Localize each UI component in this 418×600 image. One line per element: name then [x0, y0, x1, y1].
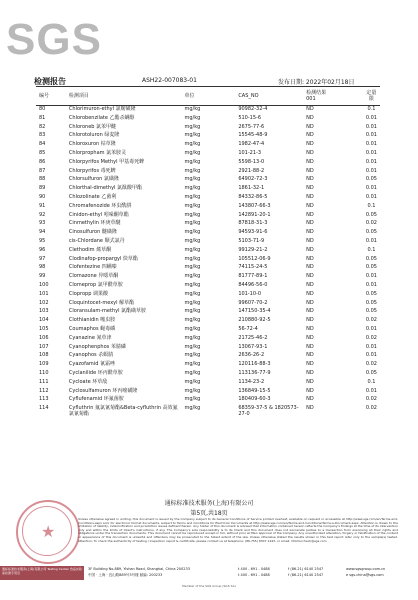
cell-unit: mg/kg — [184, 229, 201, 236]
cell-unit: mg/kg — [184, 149, 201, 156]
cell-result: ND — [306, 132, 314, 139]
table-row — [36, 132, 380, 141]
table-row — [36, 247, 380, 256]
cell-result: ND — [306, 405, 314, 412]
cell-unit: mg/kg — [184, 281, 201, 288]
cell-item: Clodinafop-propargyl 炔草酯 — [68, 255, 138, 262]
table-row — [36, 176, 380, 185]
cell-loq: 0.01 — [365, 387, 377, 394]
cell-item: Cinidon-ethyl 吲哚酮草酯 — [68, 211, 129, 218]
cell-result: ND — [306, 106, 314, 112]
fax-2: f (86-21) 6140 2547 — [288, 573, 324, 577]
telephone-1: t 400 - 691 - 0488 — [238, 567, 270, 571]
col-header-loq: 定量限 — [363, 87, 380, 106]
cell-loq: 0.01 — [365, 185, 377, 192]
cell-no: 91 — [39, 202, 46, 209]
table-row — [36, 396, 380, 405]
cell-item: Chromafenozide 环虫酰肼 — [68, 202, 132, 209]
cell-item: Cloquintocet-mexyl 解草酯 — [68, 299, 135, 306]
table-row — [36, 115, 380, 124]
cell-loq: 0.05 — [365, 290, 377, 297]
cell-item: Clethodim 烯草酮 — [68, 246, 112, 253]
cell-result: ND — [306, 149, 314, 156]
cell-unit: mg/kg — [184, 123, 201, 130]
cell-loq: 0.01 — [365, 193, 377, 200]
cell-item: Chlorobenzilate 乙酯杀螨醇 — [68, 114, 135, 121]
cell-no: 90 — [39, 193, 46, 200]
cell-loq: 0.01 — [365, 114, 377, 121]
cell-loq: 0.05 — [365, 229, 377, 236]
cell-unit: mg/kg — [184, 361, 201, 368]
disclaimer-text: Unless otherwise agreed in writing, this document is issued by the Company subject to its General Conditions of Service printed overleaf, available on request or accessible at http://www.sgs.com/en/Terms-and-Conditions.aspx and, for electronic format documents, subject to Terms and Conditions for Electronic Documents at http://www.sgs.com/en/Terms-and-Conditions/Terms-e-Document.aspx. Attention is drawn to the limitation of liability, indemnification and jurisdiction issues defined therein. Any holder of this document is advised that information contained hereon reflects the Company's findings at the time of its intervention only and within the limits of Client's instructions, if any. The Company's sole responsibility is to its Client and this document does not exonerate parties to a transaction from exercising all their rights and obligations under the transaction documents. This document cannot be reproduced except in full, without prior written approval of the Company. Any unauthorized alteration, forgery or falsification of the content or appearance of this document is unlawful and offenders may be prosecuted to the fullest extent of the law. Unless otherwise stated the results shown in this test report refer only to the sample(s) tested. Attention: To check the authenticity of testing / inspection report & certificate, please contact us at telephone: (86-755) 8307 1443, or email: CN.Doccheck@sgs.com — [78, 518, 398, 543]
report-number: ASH22-007083-01 — [142, 77, 197, 84]
cell-no: 97 — [39, 255, 46, 262]
table-row — [36, 229, 380, 238]
cell-cas: 1134-23-2 — [238, 378, 265, 385]
cell-loq: 0.01 — [365, 132, 377, 139]
cell-result: ND — [306, 352, 314, 359]
cell-loq: 0.02 — [365, 361, 377, 368]
cell-unit: mg/kg — [184, 211, 201, 218]
col-header-cas: CAS_NO — [235, 87, 303, 106]
cell-cas: 94593-91-6 — [238, 229, 268, 236]
cell-cas: 64902-72-3 — [238, 176, 268, 183]
cell-no: 109 — [39, 361, 49, 368]
cell-cas: 510-15-6 — [238, 114, 262, 121]
table-row — [36, 220, 380, 229]
cell-cas: 147150-35-4 — [238, 308, 271, 315]
cell-no: 99 — [39, 273, 46, 280]
cell-item: Cyanophenphos 苯腈磷 — [68, 343, 126, 350]
cell-item: Cyanophos 杀螟腈 — [68, 352, 114, 359]
footer-company: 通标标准技术服务(上海)有限公司 — [164, 500, 254, 507]
cell-result: ND — [306, 273, 314, 280]
cell-no: 96 — [39, 246, 46, 253]
table-row — [36, 405, 380, 417]
cell-item: Cyflufenamid 环氟菌胺 — [68, 396, 124, 403]
fax-1: f (86-21) 6140 2547 — [288, 567, 324, 571]
cell-result: ND — [306, 167, 314, 174]
cell-loq: 0.01 — [365, 141, 377, 148]
cell-no: 87 — [39, 167, 46, 174]
cell-loq: 0.01 — [365, 123, 377, 130]
table-row — [36, 282, 380, 291]
cell-result: ND — [306, 396, 314, 403]
cell-result: ND — [306, 193, 314, 200]
cell-no: 89 — [39, 185, 46, 192]
cell-result: ND — [306, 176, 314, 183]
cell-cas: 210880-92-5 — [238, 317, 271, 324]
cell-loq: 0.05 — [365, 176, 377, 183]
table-row — [36, 388, 380, 397]
email-link[interactable]: e sgs.china@sgs.com — [346, 573, 384, 577]
cell-item: Clofentezine 四螨嗪 — [68, 264, 117, 271]
cell-loq: 0.02 — [365, 317, 377, 324]
cell-unit: mg/kg — [184, 220, 201, 227]
cell-item: Cyfluthrin 氟氯氰菊酯&Beta-cyfluthrin 高效氟氯氰菊酯 — [68, 405, 178, 418]
cell-no: 110 — [39, 369, 49, 376]
cell-result: ND — [306, 290, 314, 297]
cell-unit: mg/kg — [184, 193, 201, 200]
cell-no: 105 — [39, 325, 49, 332]
cell-loq: 0.01 — [365, 352, 377, 359]
cell-result: ND — [306, 281, 314, 288]
cell-no: 88 — [39, 176, 46, 183]
table-row — [36, 141, 380, 150]
cell-item: Cyclosulfamuron 环丙嘧磺隆 — [68, 387, 138, 394]
table-row — [36, 291, 380, 300]
table-row — [36, 185, 380, 194]
cell-unit: mg/kg — [184, 343, 201, 350]
cell-result: ND — [306, 114, 314, 121]
cell-item: Cyclanilide 环丙酰草胺 — [68, 369, 123, 376]
cell-loq: 0.02 — [365, 334, 377, 341]
cell-item: Chlozolinate 乙菌利 — [68, 193, 117, 200]
cell-cas: 120116-88-3 — [238, 361, 271, 368]
cell-cas: 105512-06-9 — [238, 255, 271, 262]
cell-no: 83 — [39, 132, 46, 139]
cell-item: Chlorotoluron 绿麦隆 — [68, 132, 120, 139]
cell-unit: mg/kg — [184, 273, 201, 280]
cell-result: ND — [306, 308, 314, 315]
table-row — [36, 238, 380, 247]
cell-item: Cloransulam-methyl 氯酯磺草胺 — [68, 308, 147, 315]
table-row — [36, 273, 380, 282]
cell-no: 111 — [39, 378, 49, 385]
cell-no: 112 — [39, 387, 49, 394]
cell-no: 100 — [39, 281, 49, 288]
cell-unit: mg/kg — [184, 396, 201, 403]
cell-unit: mg/kg — [184, 405, 201, 412]
cell-no: 81 — [39, 114, 46, 121]
page-number: 第5页,共18页 — [190, 510, 228, 517]
cell-loq: 0.05 — [365, 308, 377, 315]
cell-cas: 1861-32-1 — [238, 185, 265, 192]
issue-date: 发布日期: 2022年02月18日 — [278, 79, 355, 86]
cell-cas: 5103-71-9 — [238, 237, 265, 244]
cell-item: Chlorpyrifos Methyl 甲基毒死蜱 — [68, 158, 145, 165]
table-row — [36, 106, 380, 115]
cell-unit: mg/kg — [184, 264, 201, 271]
cell-unit: mg/kg — [184, 325, 201, 332]
table-row — [36, 194, 380, 203]
report-title: 检测报告 — [34, 77, 66, 86]
table-row — [36, 300, 380, 309]
address-en: 3F Building No.889, Yishan Road, Shanghai, China 200233 — [88, 567, 190, 571]
cell-loq: 0.01 — [365, 158, 377, 165]
cell-unit: mg/kg — [184, 308, 201, 315]
cell-loq: 0.1 — [367, 378, 376, 385]
cell-result: ND — [306, 237, 314, 244]
cell-item: Chloroneb 氯苯甲醚 — [68, 123, 117, 130]
cell-loq: 0.1 — [367, 106, 376, 112]
cell-result: ND — [306, 246, 314, 253]
cell-no: 103 — [39, 308, 49, 315]
cell-cas: 15545-48-9 — [238, 132, 268, 139]
cell-unit: mg/kg — [184, 185, 201, 192]
cell-unit: mg/kg — [184, 290, 201, 297]
cell-result: ND — [306, 255, 314, 262]
cell-cas: 2921-88-2 — [238, 167, 265, 174]
cell-result: ND — [306, 264, 314, 271]
cell-cas: 84332-86-5 — [238, 193, 268, 200]
cell-loq: 0.05 — [365, 264, 377, 271]
cell-loq: 0.02 — [365, 405, 377, 412]
cell-result: ND — [306, 123, 314, 130]
stamp-strip: 通标标准技术服务(上海)有限公司 Testing Center 食品实验室检测专用章 — [0, 566, 84, 580]
cell-cas: 99129-21-2 — [238, 246, 268, 253]
cell-result: ND — [306, 220, 314, 227]
col-header-item: 检测项目 — [66, 87, 182, 106]
sgs-logo: SGS — [6, 15, 102, 64]
cell-unit: mg/kg — [184, 352, 201, 359]
cell-unit: mg/kg — [184, 114, 201, 121]
cell-cas: 143807-66-3 — [238, 202, 271, 209]
cell-result: ND — [306, 378, 314, 385]
cell-no: 80 — [39, 106, 46, 112]
cell-item: Cyanazine 氰草津 — [68, 334, 112, 341]
cell-unit: mg/kg — [184, 387, 201, 394]
cell-item: cis-Chlordane 顺式氯丹 — [68, 237, 125, 244]
cell-no: 93 — [39, 220, 46, 227]
cell-unit: mg/kg — [184, 237, 201, 244]
cell-loq: 0.01 — [365, 237, 377, 244]
cell-no: 104 — [39, 317, 49, 324]
table-row — [36, 159, 380, 168]
table-row — [36, 379, 380, 388]
cell-no: 85 — [39, 149, 46, 156]
cell-result: ND — [306, 141, 314, 148]
cell-loq: 0.1 — [367, 246, 376, 253]
table-header-row — [36, 87, 380, 106]
cell-item: Clopropp 调果酸 — [68, 290, 108, 297]
cell-no: 106 — [39, 334, 49, 341]
table-row — [36, 361, 380, 370]
website-link[interactable]: www.sgsgroup.com.cn — [346, 567, 386, 571]
cell-cas: 136849-15-5 — [238, 387, 271, 394]
cell-loq: 0.01 — [365, 325, 377, 332]
cell-result: ND — [306, 361, 314, 368]
cell-no: 84 — [39, 141, 46, 148]
cell-item: Cinmethylin 环庚草醚 — [68, 220, 121, 227]
cell-result: ND — [306, 211, 314, 218]
cell-no: 114 — [39, 405, 49, 412]
table-row — [36, 370, 380, 379]
cell-item: Clothianidin 噻虫胺 — [68, 317, 116, 324]
table-row — [36, 344, 380, 353]
cell-unit: mg/kg — [184, 106, 201, 112]
cell-result: ND — [306, 387, 314, 394]
cell-item: Clomazone 异噁草酮 — [68, 273, 119, 280]
cell-loq: 0.05 — [365, 255, 377, 262]
table-row — [36, 150, 380, 159]
cell-result: ND — [306, 343, 314, 350]
cell-cas: 1982-47-4 — [238, 141, 265, 148]
cell-cas: 68359-37-5 & 1820573-27-0 — [238, 405, 299, 418]
cell-unit: mg/kg — [184, 176, 201, 183]
cell-item: Chlorpropham 氯苯胺灵 — [68, 149, 127, 156]
cell-cas: 84496-56-0 — [238, 281, 268, 288]
cell-cas: 74115-24-5 — [238, 264, 268, 271]
cell-unit: mg/kg — [184, 317, 201, 324]
telephone-2: t 400 - 691 - 0488 — [238, 573, 270, 577]
cell-result: ND — [306, 317, 314, 324]
cell-loq: 0.05 — [365, 369, 377, 376]
address-bar — [0, 566, 418, 580]
cell-item: Clomeprop 氯甲酰草胺 — [68, 281, 123, 288]
cell-loq: 0.02 — [365, 220, 377, 227]
cell-loq: 0.05 — [365, 299, 377, 306]
col-header-result: 检测结果 001 — [303, 87, 363, 106]
cell-unit: mg/kg — [184, 158, 201, 165]
table-row — [36, 264, 380, 273]
cell-unit: mg/kg — [184, 141, 201, 148]
cell-result: ND — [306, 185, 314, 192]
table-row — [36, 352, 380, 361]
table-row — [36, 308, 380, 317]
cell-item: Chlorimuron-ethyl 氯嘧磺隆 — [68, 106, 136, 112]
cell-cas: 180409-60-3 — [238, 396, 271, 403]
results-table — [36, 86, 380, 417]
cell-cas: 142891-20-1 — [238, 211, 271, 218]
cell-result: ND — [306, 229, 314, 236]
cell-result: ND — [306, 299, 314, 306]
table-row — [36, 326, 380, 335]
cell-item: Cycloate 环草敌 — [68, 378, 108, 385]
table-body — [36, 106, 380, 418]
cell-no: 108 — [39, 352, 49, 359]
table-row — [36, 317, 380, 326]
cell-unit: mg/kg — [184, 167, 201, 174]
cell-item: Cyazofamid 氰霜唑 — [68, 361, 115, 368]
cell-no: 101 — [39, 290, 49, 297]
cell-no: 113 — [39, 396, 49, 403]
address-cn: 中国 · 上海 · 宜山路889号3号楼 邮编: 200233 — [88, 573, 163, 577]
cell-cas: 81777-89-1 — [238, 273, 268, 280]
cell-loq: 0.01 — [365, 281, 377, 288]
cell-cas: 101-10-0 — [238, 290, 262, 297]
cell-cas: 2675-77-6 — [238, 123, 265, 130]
cell-item: Cinosulfuron 醚磺隆 — [68, 229, 117, 236]
cell-loq: 0.01 — [365, 273, 377, 280]
cell-loq: 0.01 — [365, 167, 377, 174]
cell-no: 107 — [39, 343, 49, 350]
cell-cas: 99607-70-2 — [238, 299, 268, 306]
cell-item: Chlorthal-dimethyl 氯酞酸甲酯 — [68, 185, 143, 192]
cell-unit: mg/kg — [184, 378, 201, 385]
cell-no: 92 — [39, 211, 46, 218]
cell-cas: 90982-32-4 — [238, 106, 268, 112]
cell-cas: 21725-46-2 — [238, 334, 268, 341]
cell-no: 102 — [39, 299, 49, 306]
cell-unit: mg/kg — [184, 202, 201, 209]
cell-cas: 56-72-4 — [238, 325, 258, 332]
cell-unit: mg/kg — [184, 334, 201, 341]
cell-loq: 0.05 — [365, 211, 377, 218]
cell-item: Chloroxuron 枯草隆 — [68, 141, 116, 148]
cell-no: 86 — [39, 158, 46, 165]
seal-star-icon: ★ — [41, 522, 56, 541]
cell-item: Coumaphos 蝇毒磷 — [68, 325, 116, 332]
cell-loq: 0.01 — [365, 343, 377, 350]
cell-result: ND — [306, 369, 314, 376]
cell-cas: 13067-93-1 — [238, 343, 268, 350]
table-row — [36, 203, 380, 212]
cell-unit: mg/kg — [184, 299, 201, 306]
cell-unit: mg/kg — [184, 255, 201, 262]
cell-cas: 87818-31-3 — [238, 220, 268, 227]
cell-loq: 0.02 — [365, 396, 377, 403]
cell-cas: 2636-26-2 — [238, 352, 265, 359]
member-note: Member of the SGS Group (SGS SA) — [182, 584, 236, 588]
cell-result: ND — [306, 325, 314, 332]
cell-cas: 5598-13-0 — [238, 158, 265, 165]
cell-no: 82 — [39, 123, 46, 130]
cell-no: 94 — [39, 229, 46, 236]
cell-unit: mg/kg — [184, 132, 201, 139]
cell-unit: mg/kg — [184, 246, 201, 253]
cell-result: ND — [306, 202, 314, 209]
cell-result: ND — [306, 334, 314, 341]
cell-result: ND — [306, 158, 314, 165]
cell-unit: mg/kg — [184, 369, 201, 376]
cell-no: 98 — [39, 264, 46, 271]
cell-item: Chlorpyrifos 毒死蜱 — [68, 167, 116, 174]
col-header-no: 编号 — [36, 87, 66, 106]
cell-loq: 0.01 — [365, 149, 377, 156]
col-header-unit: 单位 — [182, 87, 236, 106]
cell-loq: 0.1 — [367, 202, 376, 209]
cell-cas: 113136-77-9 — [238, 369, 271, 376]
cell-cas: 101-21-3 — [238, 149, 262, 156]
cell-item: Chlorsulfuron 氯磺隆 — [68, 176, 119, 183]
table-row — [36, 335, 380, 344]
cell-no: 95 — [39, 237, 46, 244]
